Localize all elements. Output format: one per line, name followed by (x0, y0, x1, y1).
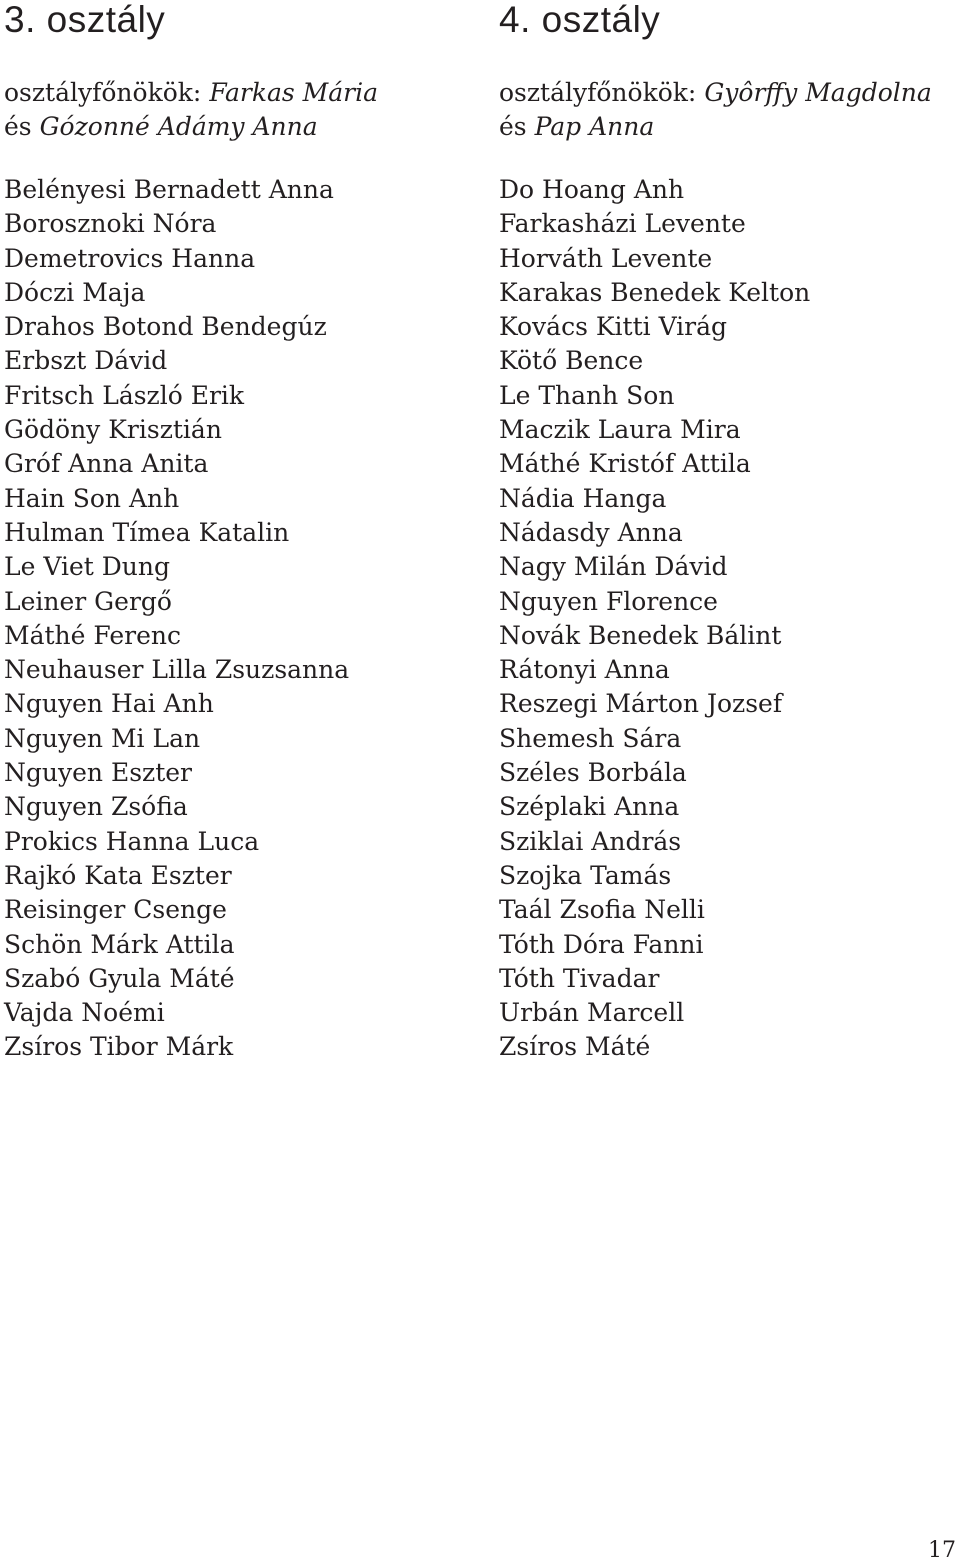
student-name: Taál Zsofia Nelli (499, 895, 705, 925)
class-4-teacher-2: Pap Anna (534, 112, 655, 141)
student-name: Rátonyi Anna (499, 655, 670, 685)
student-name: Reisinger Csenge (4, 895, 227, 925)
student-name: Borosznoki Nóra (4, 209, 217, 239)
student-name: Maczik Laura Mira (499, 415, 741, 445)
class-3-column (4, 0, 378, 1065)
student-name: Nguyen Eszter (4, 758, 192, 788)
student-name: Do Hoang Anh (499, 175, 685, 204)
teachers-connector: és (499, 112, 527, 141)
student-name: Hulman Tímea Katalin (4, 517, 290, 547)
class-3-teacher-1: Farkas Mária (209, 78, 379, 107)
student-name: Nguyen Florence (499, 586, 718, 616)
student-name: Nguyen Zsófia (4, 792, 188, 822)
student-name: Máthé Kristóf Attila (499, 449, 751, 479)
student-name: Hain Son Anh (4, 483, 180, 513)
student-name: Belényesi Bernadett Anna (4, 175, 334, 204)
teachers-label: osztályfőnökök: (499, 78, 697, 107)
student-name: Nguyen Mi Lan (4, 723, 201, 753)
student-name: Le Viet Dung (4, 552, 170, 582)
student-name: Nádia Hanga (499, 483, 667, 513)
student-name: Karakas Benedek Kelton (499, 277, 811, 307)
student-name: Fritsch László Erik (4, 380, 245, 410)
student-name: Tóth Dóra Fanni (499, 929, 704, 959)
student-name: Tóth Tivadar (499, 963, 660, 993)
student-name: Széplaki Anna (499, 792, 680, 822)
student-name: Szojka Tamás (499, 860, 672, 890)
class-3-heading: 3. osztály (4, 0, 166, 40)
page-number: 17 (928, 1538, 956, 1563)
student-name: Le Thanh Son (499, 380, 675, 410)
class-4-heading: 4. osztály (499, 0, 661, 40)
student-name: Erbszt Dávid (4, 346, 168, 376)
student-name: Máthé Ferenc (4, 620, 182, 650)
student-name: Széles Borbála (499, 758, 687, 788)
class-4-teachers (499, 76, 932, 144)
student-name: Szabó Gyula Máté (4, 963, 235, 993)
student-name: Kötő Bence (499, 346, 644, 376)
student-name: Nádasdy Anna (499, 517, 683, 547)
teachers-connector: és (4, 112, 32, 141)
student-name: Vajda Noémi (4, 998, 165, 1028)
student-name: Urbán Marcell (499, 998, 685, 1028)
student-name: Nguyen Hai Anh (4, 689, 214, 719)
student-name: Reszegi Márton Jozsef (499, 689, 783, 719)
class-3-student-list (4, 173, 378, 1065)
class-3-teacher-2: Gózonné Adámy Anna (39, 112, 318, 141)
student-name: Leiner Gergő (4, 586, 172, 616)
student-name: Zsíros Máté (499, 1032, 651, 1062)
student-name: Kovács Kitti Virág (499, 312, 728, 342)
student-name: Nagy Milán Dávid (499, 552, 728, 582)
student-name: Schön Márk Attila (4, 929, 235, 959)
teachers-label: osztályfőnökök: (4, 78, 202, 107)
student-name: Dóczi Maja (4, 277, 146, 307)
class-4-student-list (499, 173, 932, 1065)
student-name: Zsíros Tibor Márk (4, 1032, 234, 1062)
student-name: Novák Benedek Bálint (499, 620, 782, 650)
student-name: Drahos Botond Bendegúz (4, 312, 327, 342)
student-name: Gróf Anna Anita (4, 449, 209, 479)
class-4-teacher-1: Gyôrffy Magdolna (704, 78, 932, 107)
student-name: Neuhauser Lilla Zsuzsanna (4, 655, 350, 685)
class-3-teachers (4, 76, 378, 144)
student-name: Rajkó Kata Eszter (4, 860, 232, 890)
student-name: Sziklai András (499, 826, 682, 856)
student-name: Demetrovics Hanna (4, 243, 256, 273)
student-name: Horváth Levente (499, 243, 713, 273)
student-name: Prokics Hanna Luca (4, 826, 260, 856)
student-name: Gödöny Krisztián (4, 415, 222, 445)
student-name: Shemesh Sára (499, 723, 682, 753)
class-4-column (499, 0, 932, 1065)
student-name: Farkasházi Levente (499, 209, 746, 239)
